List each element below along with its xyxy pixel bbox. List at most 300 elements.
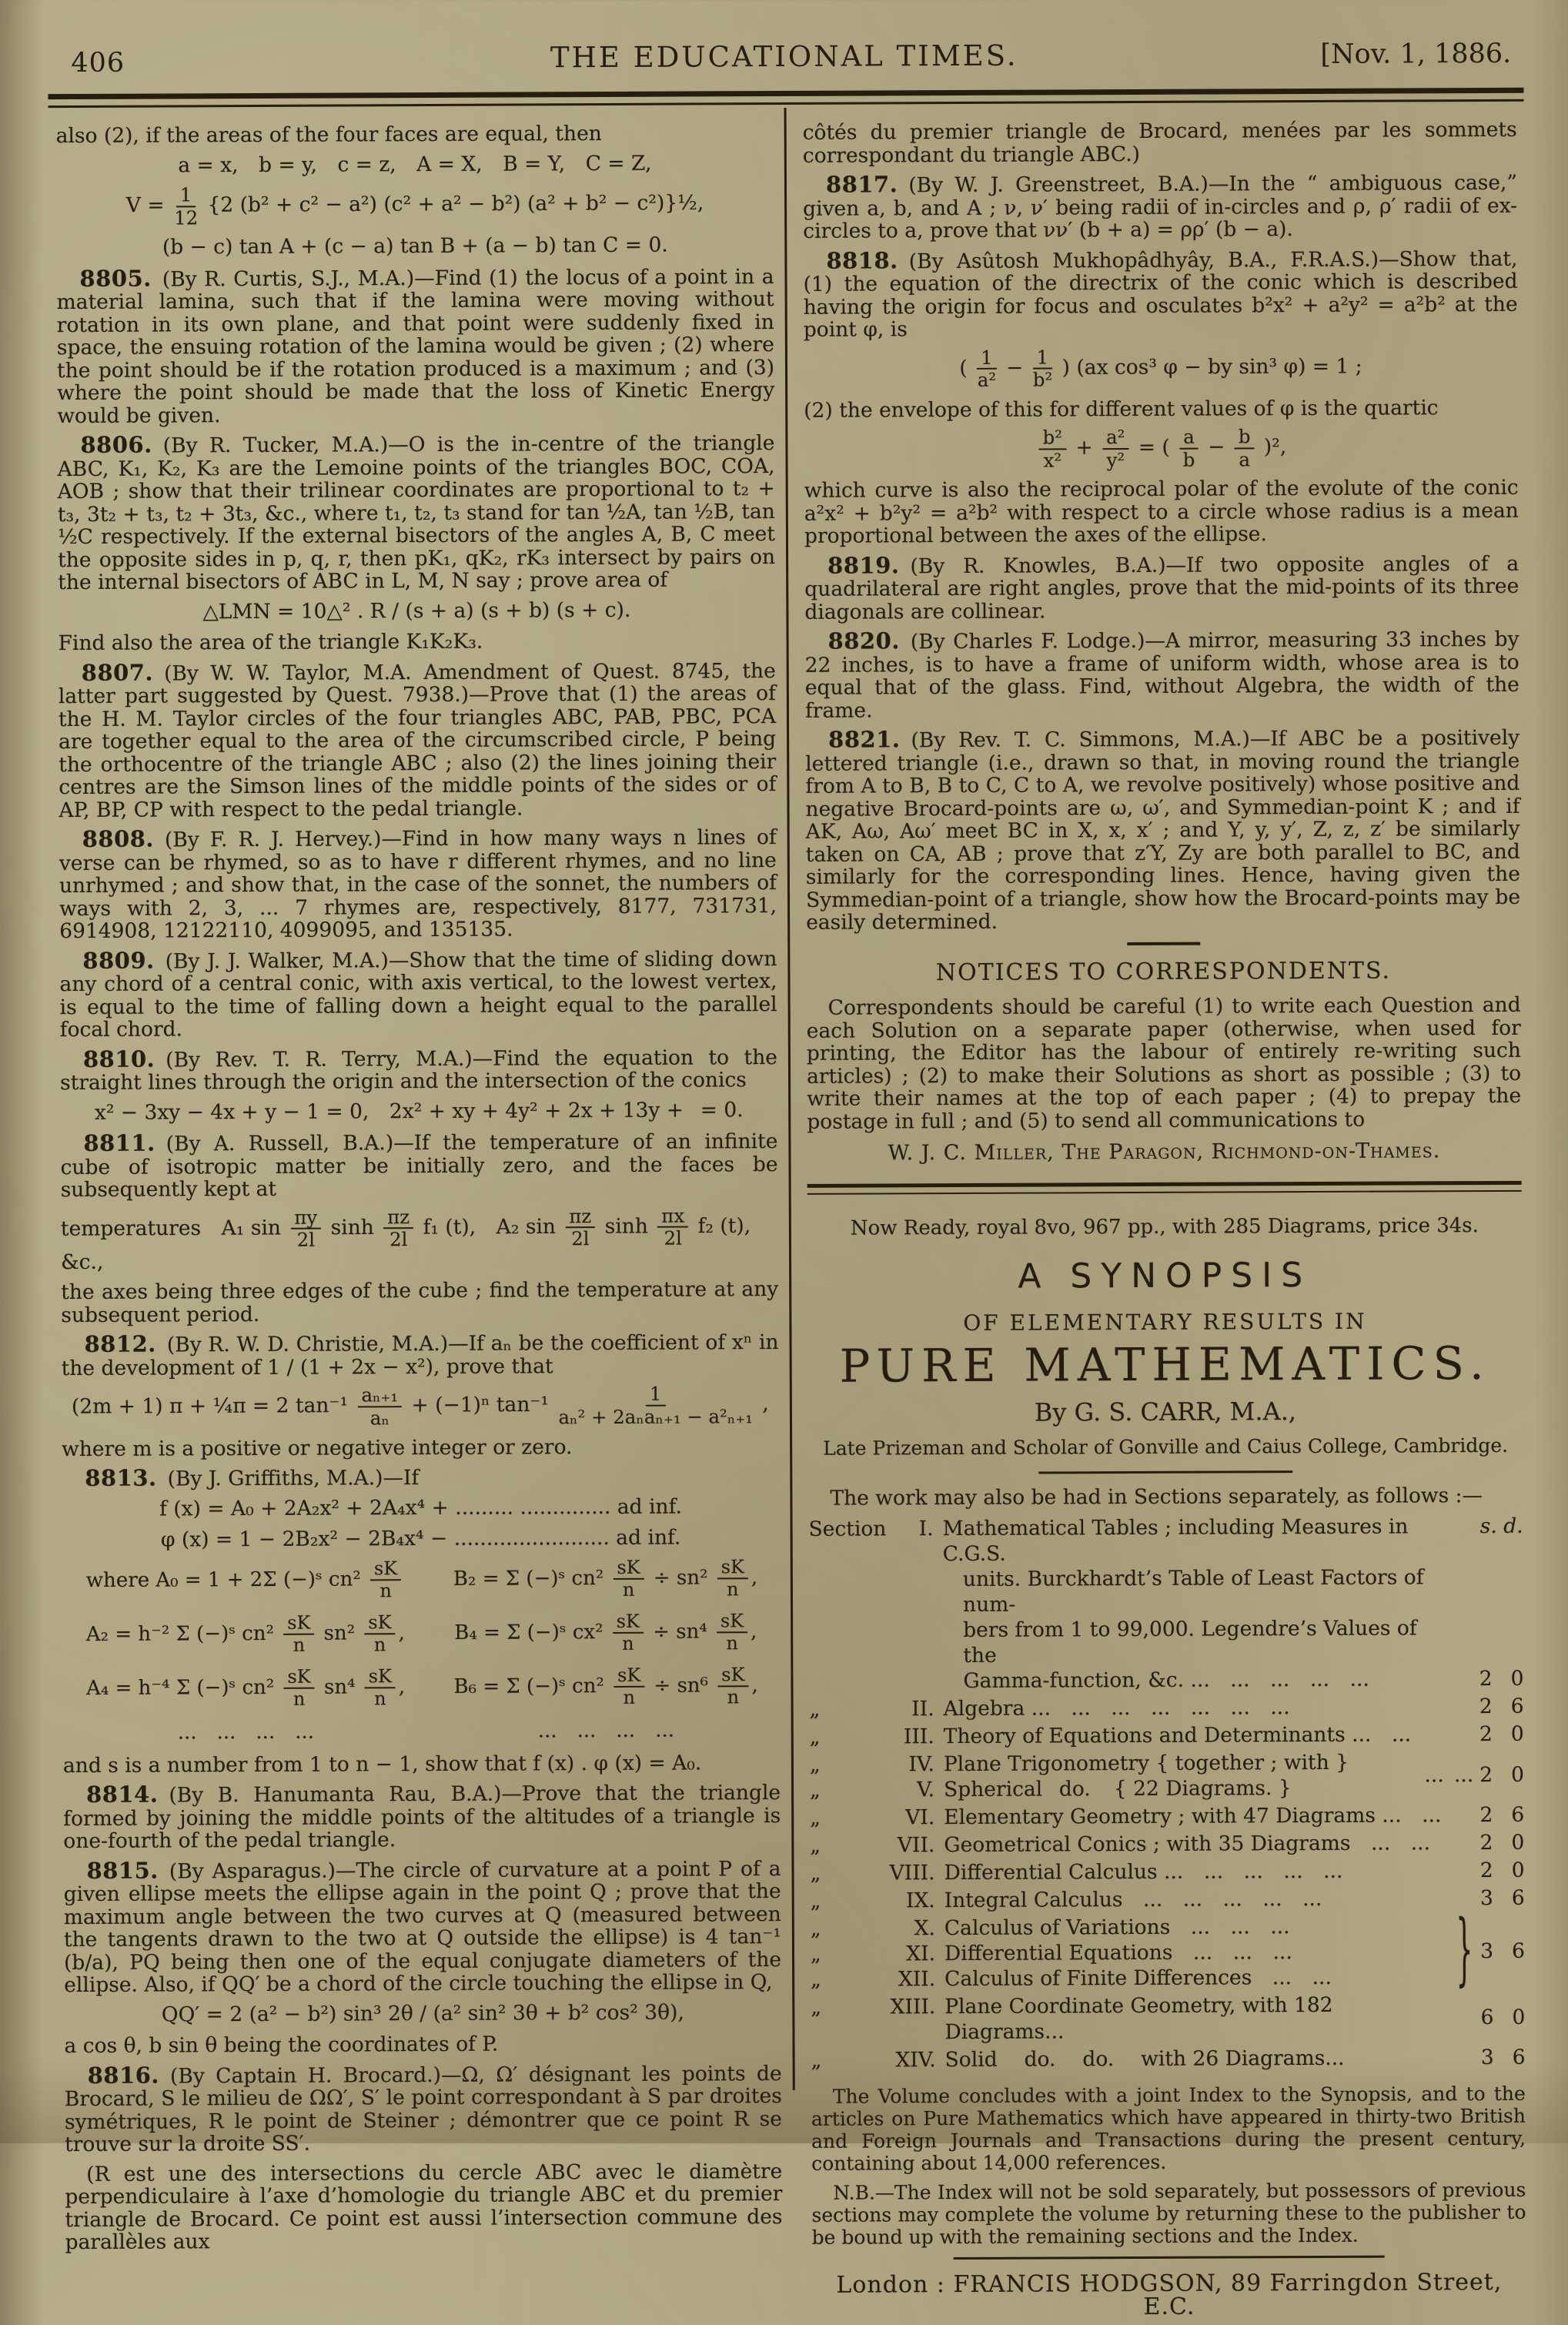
section-numeral: II. (911, 1697, 934, 1721)
fraction-numerator: sK (365, 1667, 396, 1688)
section-numeral: XII. (898, 1967, 936, 1992)
ditto-mark: „ (811, 1968, 821, 1992)
section-line (811, 1992, 1448, 2046)
section-price (1447, 1694, 1524, 1719)
section-numeral: I. (918, 1517, 934, 1541)
ditto-mark: „ (810, 1942, 821, 1967)
fraction-numerator: πx (657, 1206, 688, 1228)
problem-text: (By Charles F. Lodge.)—A mirror, measuring 33 inches by 22 inches, is to have a frame of uniform width, whose area is to equal that of the glass. Find, without Algebra, the width of the frame. (804, 627, 1520, 723)
section-price (1447, 1830, 1524, 1855)
problem-text: (By R. Tucker, M.A.)—O is the in-centre of the triangle ABC, K₁, K₂, K₃ are the Lemoine points of the triangles BOC, COA, AOB ; show that their trilinear coordinates are proportional to t₂ + t₃, 3t₂ + t₃, t₂ + 3t₃, &c., where t₁, t₂, t₃ stand for tan ½A, tan ½B, tan ½C respectively. If the external bisectors of the angles A, B, C meet the opposite sides in p, q, r, then pK₁, qK₂, rK₃ intersect by pairs on the internal bisectors of ABC in L, M, N say ; prove area of (57, 431, 776, 595)
price-pence: 6 (1512, 2046, 1526, 2070)
fraction (283, 1665, 314, 1710)
problem-number: 8813. (85, 1464, 157, 1492)
section-price (1447, 1802, 1524, 1828)
price-shillings: 3 (1480, 2046, 1494, 2070)
price-shillings: 2 (1479, 1762, 1493, 1787)
fraction-numerator: 1 (977, 347, 997, 370)
section-text: Plane Trigonometry { together ; with } (943, 1751, 1349, 1777)
problem-text: (By Asûtosh Mukhopâdhyây, B.A., F.R.A.S.)—Show that, (1) the equation of the directrix of the conic which is described having the origin for focus and osculates b²x² + a²y² = a²b² at the point φ, is (803, 246, 1518, 342)
equation: $\frac{\text{b²}}{\text{x²}}$ + $\frac{\text{a²}}{\text{y²}}$ = ( $\frac{a}{b}$ − $\frac{b}{a}$ )², (804, 426, 1518, 471)
continuation-paragraph: (2) the envelope of this for different values of φ is the quartic (804, 395, 1439, 423)
paragraph: The work may also be had in Sections separately, as follows :— (830, 1483, 1483, 1510)
section-entry (809, 1514, 1524, 1694)
ad-title: PURE MATHEMATICS. (839, 1336, 1491, 1393)
section-price (1447, 1858, 1524, 1883)
fraction (383, 1207, 413, 1249)
section-text: Differential Equations ... ... ... (944, 1940, 1292, 1966)
problem-text: (By J. Griffiths, M.A.)—If (167, 1466, 420, 1491)
problem-number: 8816. (87, 2062, 160, 2089)
fraction-denominator: n (623, 1686, 635, 1709)
section-lines (810, 1750, 1425, 1803)
fraction-denominator: 2l (389, 1228, 408, 1251)
section-line (811, 2046, 1449, 2074)
fraction (174, 185, 198, 227)
fraction-numerator: sK (370, 1559, 401, 1581)
problem-number: 8818. (826, 246, 898, 274)
section-line (809, 1565, 1446, 1619)
problem-number: 8817. (825, 171, 898, 198)
ditto-mark: „ (809, 1753, 821, 1778)
section-price (1448, 1904, 1526, 1997)
fraction-denominator: n (373, 1634, 386, 1656)
section-line (810, 1750, 1425, 1778)
ad-author: By G. S. CARR, M.A., (1034, 1396, 1297, 1427)
problem-paragraph (63, 1857, 781, 1997)
ditto-mark: „ (811, 2049, 822, 2073)
problem-number: 8821. (828, 726, 901, 754)
fraction (717, 1557, 748, 1599)
fraction (290, 1206, 321, 1252)
section-text: units. Burckhardt’s Table of Least Factors of num- (962, 1565, 1424, 1617)
fraction (1102, 427, 1129, 470)
section-entry (810, 1830, 1524, 1858)
price-value (1480, 1885, 1525, 1911)
problem-text: (By F. R. J. Hervey.)—Find in how many ways n lines of verse can be rhymed, so as to have r different rhymes, and no line unrhymed ; and show that, in the case of the sonnet, the numbers of ways with 2, 3, ... 7 rhymes are, respectively, 8177, 731731, 6914908, 12122110, 4099095, and 135135. (59, 825, 777, 944)
fraction-denominator: n (622, 1632, 634, 1654)
section-entry (810, 1694, 1524, 1722)
fraction (370, 1559, 401, 1601)
price-shillings: 3 (1479, 1886, 1493, 1911)
section-heading: NOTICES TO CORRESPONDENTS. (935, 957, 1392, 987)
fraction-numerator: 1 (646, 1384, 666, 1407)
section-price (1424, 1749, 1524, 1801)
fraction (613, 1557, 644, 1599)
equation: V = $\frac{1}{12}$ {2 (b² + c² − a²) (c² + a² − b²) (a² + b² − c²)}½, (125, 183, 704, 229)
fraction-numerator: 1 (176, 185, 196, 207)
section-text: Solid do. do. with 26 Diagrams... (944, 2046, 1345, 2072)
problem-number: 8808. (82, 825, 155, 853)
problem-paragraph (805, 726, 1520, 935)
fraction-numerator: a² (1102, 427, 1128, 450)
section-numeral (880, 1618, 934, 1669)
section-line (810, 1858, 1447, 1887)
paragraph: N.B.—The Index will not be sold separately, but possessors of previous sections may complete the volume by returning these to the publisher to be bound up with the remaining sections and the Index. (811, 2179, 1526, 2250)
section-price (1447, 1721, 1524, 1747)
fraction-denominator: 2l (296, 1228, 316, 1252)
fraction-numerator: sK (613, 1612, 644, 1634)
section-price (1449, 2045, 1526, 2070)
fraction-numerator: πz (383, 1207, 413, 1229)
price-pence: 6 (1511, 1886, 1525, 1911)
problem-text: (By R. Curtis, S.J., M.A.)—Find (1) the locus of a point in a material lamina, such that if the lamina were moving without rotation in its own plane, and that point were suddenly fixed in space, the ensuing rotation of the lamina would be given ; (2) where the point should be if the rotation produced is a maximum ; and (3) where the point should be made that the loss of Kinetic Energy would be given. (56, 264, 775, 428)
equation-cell: ... ... ... ... (537, 1718, 675, 1743)
price-value (1479, 1802, 1524, 1828)
fraction-denominator: n (727, 1577, 739, 1601)
section-numeral: XIV. (895, 2048, 936, 2072)
section-text: Integral Calculus ... ... ... ... ... (944, 1887, 1322, 1913)
problem-paragraph (62, 1464, 779, 1491)
fraction (283, 1613, 314, 1654)
price-shillings: 2 (1479, 1831, 1493, 1855)
problem-text: (By B. Hanumanta Rau, B.A.)—Prove that the triangle formed by joining the middle points of the altitudes of a triangle is one-fourth of the pedal triangle. (63, 1781, 781, 1854)
fraction (1039, 428, 1067, 470)
section-lines (811, 1992, 1448, 2046)
fraction-numerator: sK (283, 1668, 314, 1689)
price-value (1481, 2005, 1526, 2030)
problem-number: 8812. (84, 1330, 156, 1358)
problem-number: 8809. (82, 947, 155, 974)
ditto-mark: „ (811, 1995, 822, 2020)
price-shillings: 6 (1480, 2005, 1494, 2029)
paragraph: The Volume concludes with a joint Index to the Synopsis, and to the articles on Pure Mathematics which have appeared in thirty-two British and Foreign Journals and Transactions during the present century, containing about 14,000 references. (811, 2082, 1526, 2176)
price-pence: 0 (1510, 1667, 1524, 1691)
fraction (977, 347, 997, 390)
fraction-numerator: sK (613, 1666, 644, 1688)
problem-text: (By Rev. T. C. Simmons, M.A.)—If ABC be a positively lettered triangle (i.e., drawn so that, in moving round the triangle from A to B, B to C, C to A, we revolve positively) whose positive and negative Brocard-points are ω, ω′, and Symmedian-point K ; and if AK, Aω, Aω′ meet BC in X, x, x′ ; and Y, y, y′, Z, z, z′ be similarly taken on CA, AB ; prove that z′Y, Zy are both parallel to BC, and similarly for the corresponding lines. Hence, having given the Symmedian-point of a triangle, show how the Brocard-points may be easily determined. (805, 726, 1521, 935)
continuation-paragraph: côtés du premier triangle de Brocard, menées par les sommets correspondant du triangle ABC.) (802, 117, 1517, 168)
problem-text: (By W. W. Taylor, M.A. Amendment of Quest. 8745, the latter part suggested by Quest. 7938.)—Prove that (1) the areas of the H. M. Taylor circles of the four triangles ABC, PAB, PBC, PCA are together equal to the area of the circumscribed circle, P being the orthocentre of the triangle ABC ; also (2) the lines joining their centres are the Simson lines of the middle points of the sides or of AP, BP, CP with respect to the pedal triangle. (58, 658, 777, 822)
fraction-denominator: n (293, 1688, 306, 1710)
continuation-paragraph: (R est une des intersections du cercle ABC avec le diamètre perpendiculaire à l’axe d’homologie du triangle ABC et du premier triangle de Brocard. Ce point est aussi l’intersection commune des parallèles aux (65, 2159, 783, 2255)
section-line (811, 1914, 1448, 1942)
section-text: Gamma-function, &c. ... ... ... ... ... (963, 1668, 1369, 1694)
section-price (1448, 1992, 1525, 2042)
fraction-denominator: a (1239, 448, 1251, 471)
ditto-mark: Section (808, 1517, 887, 1542)
ditto-mark: „ (810, 1778, 821, 1803)
fraction-numerator: sK (364, 1613, 395, 1634)
ditto-mark: „ (810, 1806, 821, 1831)
ditto-mark: „ (809, 1725, 821, 1750)
price-pence: 6 (1510, 1694, 1524, 1719)
section-numeral (880, 1567, 934, 1618)
ditto-mark (809, 1567, 880, 1618)
section-entry (811, 2045, 1526, 2073)
equation-cell: B₄ = Σ (−)ˢ cx² $\frac{sK}{n}$ ÷ sn⁴ $\frac{sK}{n}$ , (454, 1610, 757, 1654)
equation: x² − 3xy − 4x + y − 1 = 0, 2x² + xy + 4y² + 2x + 13y + = 0. (94, 1097, 744, 1125)
equation-cell: B₂ = Σ (−)ˢ cn² $\frac{sK}{n}$ ÷ sn² $\frac{sK}{n}$ , (453, 1555, 758, 1601)
problem-number: 8819. (827, 552, 900, 579)
section-entry (810, 1721, 1524, 1750)
fraction (565, 1206, 595, 1249)
problem-number: 8807. (81, 659, 154, 686)
price-value (1479, 1694, 1524, 1719)
price-value (1479, 1762, 1524, 1788)
price-column-header: s. d. (1479, 1514, 1523, 1539)
fraction (357, 1383, 402, 1430)
ad-synopsis: A SYNOPSIS (1018, 1256, 1312, 1297)
equation-cell: A₄ = h⁻⁴ Σ (−)ˢ cn² $\frac{sK}{n}$ sn⁴ $\frac{sK}{n}$ , (86, 1665, 406, 1710)
journal-title: THE EDUCATIONAL TIMES. (550, 38, 1018, 75)
miller: W. J. C. Miller, The Paragon, Richmond-on-Thames. (888, 1139, 1441, 1166)
price-value (1480, 1830, 1525, 1855)
paragraph: Correspondents should be careful (1) to write each Question and each Solution on a separate paper (otherwise, when used for printing, the Editor has the labour of entirely re-writing such articles) ; (2) to make their Solutions as short as possible ; (3) to write their names at the top of each paper ; (4) to prepay the postage in full ; and (5) to send all communications to (806, 993, 1522, 1134)
price-shillings: 2 (1479, 1858, 1493, 1883)
section-text: Plane Coordinate Geometry, with 182 Diagrams... (944, 1993, 1333, 2045)
section-text: Calculus of Finite Differences ... ... (944, 1965, 1332, 1992)
equation-cell: B₆ = Σ (−)ˢ cn² $\frac{sK}{n}$ ÷ sn⁶ $\frac{sK}{n}$ , (453, 1664, 758, 1709)
fraction-numerator: sK (717, 1665, 748, 1687)
problem-number: 8806. (80, 431, 152, 459)
fraction-denominator: b² (1032, 368, 1053, 391)
fraction (1235, 427, 1255, 470)
header-rule (48, 88, 1523, 108)
fraction-numerator: b² (1039, 428, 1066, 450)
problem-text: (By W. J. Greenstreet, B.A.)—In the “ ambiguous case,” given a, b, and A ; ν, ν′ being radii of in-circles and ρ, ρ′ radii of ex-circles to a, prove that νν′ (b + a) = ρρ′ (b − a). (803, 170, 1518, 243)
problem-paragraph (805, 627, 1520, 722)
ditto-mark (809, 1669, 880, 1694)
section-entry (811, 1992, 1525, 2046)
fraction-denominator: aₙ (369, 1407, 389, 1430)
ditto-mark: „ (810, 1862, 821, 1886)
section-lines (810, 1803, 1447, 1832)
problem-text: (By R. Knowles, B.A.)—If two opposite angles of a quadrilateral are right angles, prove that the mid-points of its three diagonals are collinear. (804, 551, 1520, 624)
equation-cell: ... ... ... ... (177, 1720, 315, 1745)
section-lines (810, 1831, 1447, 1859)
right-column (803, 119, 1526, 2320)
section-line (809, 1514, 1446, 1568)
fraction-denominator: x² (1043, 449, 1062, 472)
problem-number: 8815. (86, 1857, 159, 1884)
fraction (364, 1613, 395, 1654)
fraction (717, 1611, 747, 1653)
price-value (1479, 1666, 1524, 1691)
brace-icon: } (1456, 1904, 1473, 1997)
problem-paragraph (59, 947, 777, 1042)
fraction-denominator: n (379, 1579, 392, 1601)
problem-paragraph (57, 431, 775, 594)
problem-number: 8810. (82, 1045, 155, 1072)
fraction-numerator: 1 (1033, 347, 1053, 370)
problem-number: 8805. (79, 265, 152, 292)
section-lines (811, 1914, 1448, 1993)
equation-cell: A₂ = h⁻² Σ (−)ˢ cn² $\frac{sK}{n}$ sn² $\frac{sK}{n}$ , (85, 1611, 405, 1656)
equation: (b − c) tan A + (c − a) tan B + (a − b) tan C = 0. (162, 232, 668, 259)
section-text: Spherical do. { 22 Diagrams. } (944, 1776, 1292, 1802)
dot-leader: ... ... (1424, 1762, 1474, 1788)
fraction-numerator: a (1179, 427, 1199, 450)
section-entry (810, 1802, 1524, 1831)
separator-rule (1038, 1470, 1292, 1474)
continuation-paragraph: which curve is also the reciprocal polar of the evolute of the conic a²x² + b²y² = a²b² with respect to a circle whose radius is a mean proportional between the axes of the ellipse. (804, 476, 1519, 549)
problem-paragraph (803, 171, 1517, 243)
ditto-mark: „ (810, 1889, 821, 1914)
section-line (811, 1939, 1448, 1968)
price-shillings: 2 (1479, 1803, 1493, 1828)
section-lines (811, 2046, 1449, 2074)
problem-paragraph (804, 552, 1519, 624)
price-value (1480, 1939, 1525, 1964)
price-pence: 0 (1512, 2005, 1526, 2029)
price-pence: 6 (1512, 1939, 1526, 1964)
fraction-denominator: y² (1106, 448, 1125, 471)
problem-paragraph (65, 2062, 783, 2156)
section-text: Geometrical Conics ; with 35 Diagrams ... ... (944, 1831, 1431, 1858)
fraction-denominator: 2l (571, 1227, 590, 1250)
section-numeral: X. (914, 1916, 935, 1941)
section-numeral: IV. (908, 1752, 934, 1777)
price-pence: 0 (1511, 1858, 1525, 1883)
fraction-denominator: n (727, 1686, 740, 1708)
ad-byline: Late Prizeman and Scholar of Gonville and Caius College, Cambridge. (823, 1434, 1509, 1460)
ad-ready: Now Ready, royal 8vo, 967 pp., with 285 Diagrams, price 34s. (850, 1213, 1479, 1240)
section-numeral: IX. (905, 1888, 935, 1913)
section-line (811, 1965, 1448, 1993)
page-number: 406 (71, 47, 125, 79)
problem-paragraph (59, 825, 777, 943)
fraction (1033, 347, 1053, 390)
fraction-numerator: aₙ₊₁ (357, 1386, 402, 1408)
continuation-paragraph: and s is a number from 1 to n − 1, show that f (x) . φ (x) = A₀. (62, 1751, 702, 1778)
fraction-numerator: sK (717, 1611, 747, 1633)
continuation-paragraph: Find also the area of the triangle K₁K₂K₃. (58, 629, 483, 656)
price-value (1480, 1858, 1525, 1883)
separator-rule (1127, 942, 1200, 945)
problem-text: (By Rev. T. R. Terry, M.A.)—Find the equation to the straight lines through the origin and the intersection of the conics (59, 1045, 777, 1096)
fraction-denominator: a² (977, 368, 997, 391)
fraction-numerator: πz (565, 1206, 595, 1229)
section-text: Calculus of Variations ... ... ... (944, 1915, 1290, 1941)
price-shillings: 3 (1480, 1939, 1494, 1964)
section-line (809, 1616, 1446, 1670)
continuation-paragraph: also (2), if the areas of the four faces are equal, then (55, 122, 602, 149)
equation: △LMN = 10△² . R / (s + a) (s + b) (s + c). (202, 597, 631, 624)
equation: (2m + 1) π + ¼π = 2 tan⁻¹ $\frac{\text{aₙ₊₁}}{\text{aₙ}}$ + (−1)ⁿ tan⁻¹ $\frac{1}{\text{aₙ² + 2aₙaₙ₊₁ − a²ₙ₊₁}}$ , (71, 1383, 769, 1430)
price-value (1481, 2045, 1526, 2070)
equation: ( $\frac{1}{\text{a²}}$ − $\frac{1}{\text{b²}}$ ) (ax cos³ φ − by sin³ φ) = 1 ; (959, 345, 1362, 391)
problem-paragraph (803, 246, 1518, 341)
fraction-denominator: aₙ² + 2aₙaₙ₊₁ − a²ₙ₊₁ (558, 1405, 754, 1429)
fraction (613, 1666, 644, 1708)
fraction (613, 1612, 644, 1654)
separator-rule (954, 2256, 1385, 2260)
section-text: bers from 1 to 99,000. Legendre’s Values of the (963, 1616, 1417, 1668)
fraction-numerator: sK (613, 1557, 644, 1579)
section-text: Differential Calculus ... ... ... ... ... (944, 1859, 1343, 1885)
ditto-mark: „ (810, 1834, 821, 1858)
column-divider (784, 108, 795, 2090)
price-shillings: 2 (1479, 1667, 1493, 1691)
price-value (1479, 1721, 1524, 1747)
price-shillings: 2 (1479, 1694, 1493, 1719)
price-pence: 0 (1511, 1762, 1525, 1787)
section-text: Theory of Equations and Determinants ... ... (943, 1722, 1412, 1749)
problem-paragraph (60, 1129, 777, 1202)
section-numeral: VIII. (889, 1861, 935, 1885)
fraction-numerator: πy (290, 1207, 321, 1229)
section-price-list (809, 1514, 1526, 2073)
ad-sub: OF ELEMENTARY RESULTS IN (963, 1308, 1367, 1336)
section-numeral: XIII. (890, 1995, 936, 2019)
continuation-paragraph: a cos θ, b sin θ being the coordinates of P. (64, 2032, 499, 2059)
section-numeral (880, 1669, 934, 1694)
fraction (365, 1667, 396, 1708)
section-numeral: VII. (897, 1833, 935, 1858)
section-line (810, 1831, 1447, 1859)
issue-date: [Nov. 1, 1886. (1320, 38, 1512, 70)
ditto-mark: „ (810, 1917, 821, 1942)
fraction-numerator: sK (717, 1557, 748, 1579)
fraction-numerator: b (1235, 427, 1255, 450)
section-line (811, 1886, 1448, 1915)
equation: f (x) = A₀ + 2A₂x² + 2A₄x⁴ + ......... .............. ad inf. (159, 1494, 682, 1521)
problem-paragraph (61, 1330, 778, 1380)
fraction (1179, 427, 1199, 470)
section-numeral: XI. (906, 1942, 936, 1966)
problem-paragraph (60, 1045, 777, 1095)
left-column (56, 122, 783, 2261)
problem-text: (By A. Russell, B.A.)—If the temperature of an infinite cube of isotropic matter be initially zero, and the faces be subsequently kept at (60, 1129, 778, 1203)
equation-cell: where A₀ = 1 + 2Σ (−)ˢ cn² $\frac{sK}{n}$ (62, 1559, 429, 1602)
problem-text: (By R. W. D. Christie, M.A.)—If aₙ be the coefficient of xⁿ in the development of 1 / (1 + 2x − x²), prove that (61, 1330, 779, 1380)
section-line (810, 1775, 1425, 1803)
problem-text: (By Asparagus.)—The circle of curvature at a point P of a given ellipse meets the ellipse again in the point Q ; prove that the maximum angle between the two curves at Q (measured between the tangents drawn to the two at Q outside the ellipse) is 4 tan⁻¹ (b/a), PQ being then one of the equal conjugate diameters of the ellipse. Also, if QQ′ be a chord of the circle touching the ellipse in Q, (63, 1856, 782, 1998)
equation: QQ′ = 2 (a² − b²) sin³ 2θ / (a² sin² 3θ + b² cos² 3θ), (161, 2000, 684, 2027)
section-numeral: VI. (905, 1805, 935, 1830)
problem-paragraph (59, 659, 777, 822)
continuation-paragraph: the axes being three edges of the cube ; find the temperature at any subsequent period. (61, 1277, 779, 1327)
section-text: Elementary Geometry ; with 47 Diagrams ... ... (944, 1803, 1442, 1830)
section-entry (811, 1885, 1525, 1914)
section-lines (810, 1722, 1447, 1751)
section-price (1446, 1514, 1524, 1691)
equation-grid (62, 1557, 781, 1745)
problem-number: 8811. (83, 1129, 155, 1157)
problem-paragraph (56, 265, 774, 428)
double-rule (807, 1181, 1522, 1195)
section-line (810, 1694, 1447, 1723)
equation: temperatures A₁ sin $\frac{\pi y}{2l}$ sinh $\frac{\pi z}{2l}$ f₁ (t), A₂ sin $\frac{\pi z}{2l}$ sinh $\frac{\pi x}{2l}$ f₂ (t), &c., (60, 1204, 751, 1274)
section-entry (810, 1858, 1524, 1886)
section-lines (809, 1514, 1447, 1695)
problem-paragraph (63, 1781, 781, 1853)
price-shillings: 2 (1479, 1722, 1493, 1747)
problem-number: 8820. (827, 627, 900, 655)
section-numeral: V. (917, 1778, 935, 1802)
section-lines (810, 1694, 1447, 1723)
equation: a = x, b = y, c = z, A = X, B = Y, C = Z, (178, 151, 652, 177)
fraction-denominator: 2l (664, 1226, 683, 1249)
fraction-numerator: sK (283, 1613, 314, 1634)
section-line (810, 1722, 1447, 1751)
price-pence: 0 (1510, 1722, 1524, 1747)
price-pence: 0 (1511, 1831, 1525, 1855)
fraction-denominator: n (374, 1688, 386, 1710)
fraction-denominator: n (293, 1634, 306, 1656)
section-text: Algebra ... ... ... ... ... ... ... (943, 1695, 1290, 1721)
problem-text: (By Captain H. Brocard.)—Ω, Ω′ désignant les points de Brocard, S le milieu de ΩΩ′, S′ le point correspondant à S par droites symétriques, R le point de Steiner ; démontrer que ce point R se trouve sur la droite SS′. (64, 2061, 783, 2157)
fraction-denominator: n (726, 1632, 738, 1654)
fraction (657, 1206, 688, 1248)
fraction (717, 1665, 748, 1707)
ad-publisher: London : FRANCIS HODGSON, 89 Farringdon Street, E.C. (836, 2269, 1503, 2320)
continuation-paragraph: where m is a positive or negative integer or zero. (62, 1434, 573, 1461)
section-text: Mathematical Tables ; including Measures in C.G.S. (942, 1514, 1409, 1567)
section-lines (811, 1886, 1448, 1915)
problem-text: (By J. J. Walker, M.A.)—Show that the time of sliding down any chord of a central conic, with axis vertical, to the lowest vertex, is equal to the time of falling down a height equal to the parallel focal chord. (59, 946, 777, 1042)
